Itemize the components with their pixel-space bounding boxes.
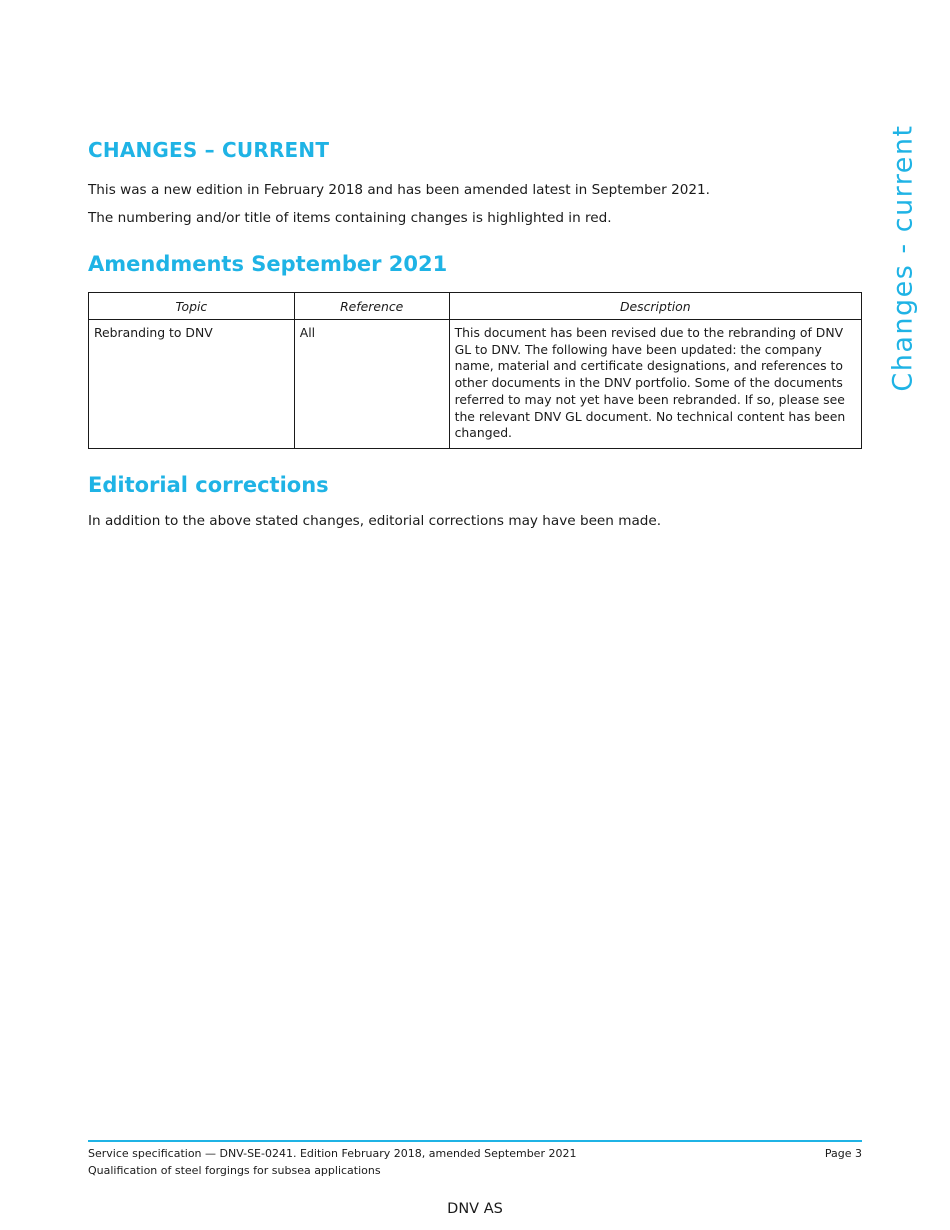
side-section-label: Changes - current [887,124,919,392]
editorial-text: In addition to the above stated changes, editorial corrections may have been made. [88,512,662,529]
column-header-topic: Topic [89,293,295,320]
editorial-heading: Editorial corrections [88,472,329,497]
page-title: CHANGES – CURRENT [88,138,330,162]
footer-doc-title: Qualification of steel forgings for subsea applications [88,1164,381,1177]
intro-line-1: This was a new edition in February 2018 and has been amended latest in September 2021. [88,182,710,198]
document-body [88,138,862,541]
footer-spec-line: Service specification — DNV-SE-0241. Edition February 2018, amended September 2021 [88,1147,577,1160]
table-row [89,320,862,449]
column-header-description: Description [449,293,861,320]
cell-reference: All [294,320,449,449]
cell-description: This document has been revised due to the rebranding of DNV GL to DNV. The following have been updated: the company name, material and certificate designations, and references to other documents in the DNV portfolio. Some of the documents referred to may not yet have been rebranded. If so, please see the relevant DNV GL document. No technical content has been changed. [449,320,861,449]
intro-line-2: The numbering and/or title of items containing changes is highlighted in red. [88,210,612,226]
column-header-reference: Reference [294,293,449,320]
cell-topic: Rebranding to DNV [89,320,295,449]
footer-publisher: DNV AS [447,1201,503,1217]
amendments-table [88,292,862,449]
amendments-heading: Amendments September 2021 [88,252,448,276]
footer-divider [88,1140,862,1142]
table-header-row [89,293,862,320]
footer-page-number: Page 3 [824,1147,862,1160]
